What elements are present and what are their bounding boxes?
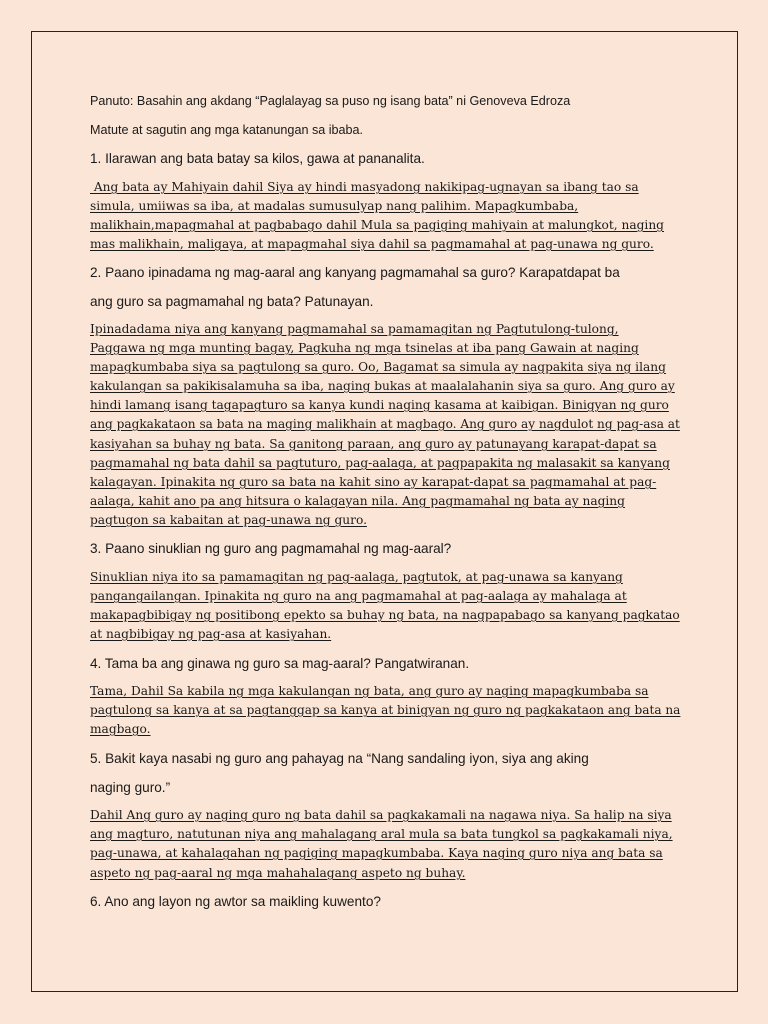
answer-1-line: mas malikhain, maligaya, at mapagmahal siya dahil sa pagmamahal at pag-unawa ng guro. [90, 237, 654, 251]
answer-1-line: malikhain,mapagmahal at pagbabago dahil Mula sa pagiging mahiyain at malungkot, naging [90, 218, 664, 232]
instructions-line: Matute at sagutin ang mga katanungan sa ibaba. [90, 123, 364, 137]
answer-4-line: Tama, Dahil Sa kabila ng mga kakulangan ng bata, ang guro ay naging mapagkumbaba sa [90, 684, 649, 698]
answer-3-line: makapagbibigay ng positibong epekto sa buhay ng bata, na nagpapabago sa kanyang pagkatao [90, 608, 680, 622]
question-4: 4. Tama ba ang ginawa ng guro sa mag-aaral? Pangatwiranan. [90, 656, 470, 671]
answer-5-line: Dahil Ang guro ay naging guro ng bata dahil sa pagkakamali na nagawa niya. Sa halip na siya [90, 808, 672, 822]
answer-3-line: at nagbibigay ng pag-asa at kasiyahan. [90, 627, 332, 641]
question-1: 1. Ilarawan ang bata batay sa kilos, gawa at pananalita. [90, 151, 425, 166]
answer-2-line: kasiyahan sa buhay ng bata. Sa ganitong paraan, ang guro ay patunayang karapat-dapat sa [90, 437, 657, 451]
question-5: naging guro.” [90, 780, 171, 795]
answer-1-line: Ang bata ay Mahiyain dahil Siya ay hindi masyadong nakikipag-ugnayan sa ibang tao sa [90, 180, 639, 194]
answer-4-line: pagtulong sa kanya at sa pagtanggap sa kanya at binigyan ng guro ng pagkakataon ang bata na [90, 703, 681, 717]
answer-2-line: aalaga, kahit ano pa ang hitsura o kalagayan nila. Ang pagmamahal ng bata ay naging [90, 494, 625, 508]
answer-2-line: mapagkumbaba siya sa pagtulong sa guro. Oo, Bagamat sa simula ay nagpakita siya ng ilang [90, 360, 666, 374]
question-5: 5. Bakit kaya nasabi ng guro ang pahayag na “Nang sandaling iyon, siya ang aking [90, 751, 589, 766]
answer-5-line: aspeto ng pag-aaral ng mga mahahalagang aspeto ng buhay. [90, 866, 466, 880]
answer-2-line: pagmamahal ng bata dahil sa pagtuturo, pag-aalaga, at pagpapakita ng malasakit sa kanyang [90, 456, 670, 470]
question-3: 3. Paano sinuklian ng guro ang pagmamahal ng mag-aaral? [90, 541, 452, 556]
answer-5-line: ang magturo, natutunan niya ang mahalagang aral mula sa bata tungkol sa pagkakamali niya, [90, 827, 673, 841]
answer-2-line: Paggawa ng mga munting bagay, Pagkuha ng mga tsinelas at iba pang Gawain at naging [90, 341, 639, 355]
answer-2-line: ang pagkakataon sa bata na maging malikhain at magbago. Ang guro ay nagdulot ng pag-asa at [90, 417, 680, 431]
answer-4-line: magbago. [90, 722, 151, 736]
answer-2-line: hindi lamang isang tagapagturo sa kanya kundi naging kasama at kaibigan. Binigyan ng guro [90, 398, 669, 412]
answer-5-line: pag-unawa, at kahalagahan ng pagiging mapagkumbaba. Kaya naging guro niya ang bata sa [90, 846, 663, 860]
answer-3-line: Sinuklian niya ito sa pamamagitan ng pag-aalaga, pagtutok, at pag-unawa sa kanyang [90, 570, 623, 584]
question-2: 2. Paano ipinadama ng mag-aaral ang kanyang pagmamahal sa guro? Karapatdapat ba [90, 265, 620, 280]
question-2: ang guro sa pagmamahal ng bata? Patunayan. [90, 294, 374, 309]
answer-2-line: pagtugon sa kabaitan at pag-unawa ng guro. [90, 513, 367, 527]
answer-2-line: Ipinadadama niya ang kanyang pagmamahal sa pamamagitan ng Pagtutulong-tulong, [90, 322, 619, 336]
answer-1-line: simula, umiiwas sa iba, at madalas sumusulyap nang palihim. Mapagkumbaba, [90, 199, 579, 213]
answer-2-line: kalagayan. Ipinakita ng guro sa bata na kahit sino ay karapat-dapat sa pagmamahal at pag- [90, 475, 657, 489]
answer-3-line: pangangailangan. Ipinakita ng guro na ang pagmamahal at pag-aalaga ay mahalaga at [90, 589, 627, 603]
instructions-line: Panuto: Basahin ang akdang “Paglalayag sa puso ng isang bata” ni Genoveva Edroza [90, 94, 571, 108]
answer-2-line: kakulangan sa pakikisalamuha sa iba, naging bukas at maalalahanin siya sa guro. Ang guro ay [90, 379, 675, 393]
question-6: 6. Ano ang layon ng awtor sa maikling kuwento? [90, 894, 381, 909]
